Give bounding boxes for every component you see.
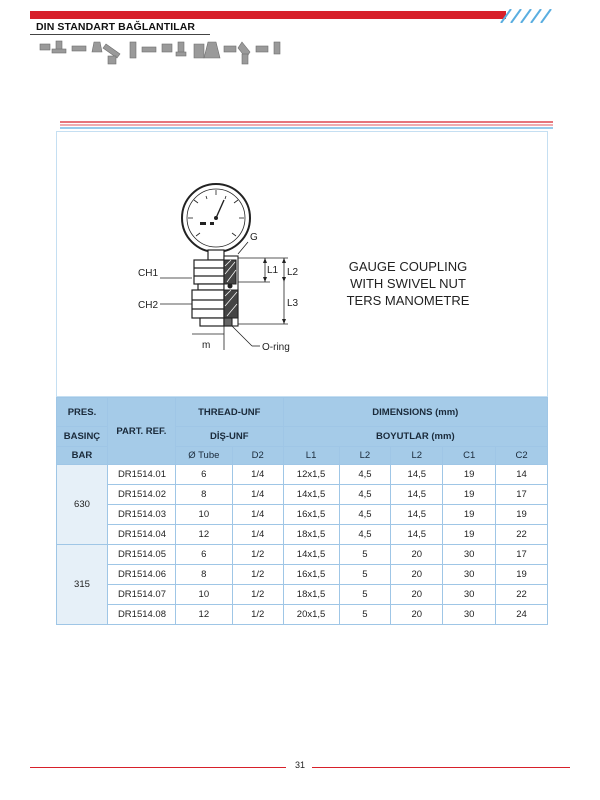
label-ch2: CH2 [138, 300, 159, 311]
pressure-cell: 315 [57, 545, 108, 625]
table-cell: 10 [175, 505, 232, 525]
table-cell: 18x1,5 [283, 525, 339, 545]
label-m: m [202, 340, 211, 351]
part-ref-cell: DR1514.06 [107, 565, 175, 585]
col-basinc: BASINÇ [57, 427, 108, 447]
table-row [57, 585, 548, 605]
table-cell: 6 [175, 545, 232, 565]
table-cell: 14 [496, 465, 548, 485]
table-cell: 1/2 [232, 585, 283, 605]
table-cell: 19 [443, 525, 496, 545]
label-l1: L1 [267, 265, 279, 276]
product-title-line: TERS MANOMETRE [346, 293, 470, 308]
table-cell: 17 [496, 485, 548, 505]
table-cell: 18x1,5 [283, 585, 339, 605]
table-cell: 12 [175, 605, 232, 625]
part-ref-cell: DR1514.07 [107, 585, 175, 605]
table-cell: 19 [496, 505, 548, 525]
table-cell: 19 [496, 565, 548, 585]
col-l2b: L2 [391, 447, 443, 465]
col-tube: Ø Tube [175, 447, 232, 465]
table-cell: 30 [443, 585, 496, 605]
panel-top-lines [60, 120, 553, 130]
table-cell: 4,5 [339, 505, 391, 525]
table-cell: 14,5 [391, 485, 443, 505]
table-cell: 5 [339, 545, 391, 565]
table-row [57, 525, 548, 545]
table-cell: 30 [443, 545, 496, 565]
table-cell: 1/4 [232, 505, 283, 525]
table-cell: 14,5 [391, 505, 443, 525]
table-cell: 1/4 [232, 465, 283, 485]
pressure-gauge-icon [182, 184, 250, 252]
table-cell: 8 [175, 565, 232, 585]
table-cell: 14,5 [391, 465, 443, 485]
label-ch1: CH1 [138, 268, 159, 279]
col-part-ref: PART. REF. [107, 398, 175, 465]
section-title-underline [30, 34, 210, 35]
table-cell: 20 [391, 585, 443, 605]
table-cell: 1/2 [232, 605, 283, 625]
table-cell: 16x1,5 [283, 505, 339, 525]
label-g: G [250, 232, 258, 243]
col-dis: DİŞ-UNF [175, 427, 283, 447]
table-cell: 12x1,5 [283, 465, 339, 485]
table-cell: 1/4 [232, 485, 283, 505]
table-cell: 8 [175, 485, 232, 505]
table-cell: 17 [496, 545, 548, 565]
table-cell: 1/2 [232, 545, 283, 565]
part-ref-cell: DR1514.01 [107, 465, 175, 485]
table-cell: 22 [496, 525, 548, 545]
footer-line-left [30, 767, 286, 768]
table-cell: 19 [443, 485, 496, 505]
table-cell: 5 [339, 585, 391, 605]
part-ref-cell: DR1514.03 [107, 505, 175, 525]
col-l1: L1 [283, 447, 339, 465]
col-boyutlar: BOYUTLAR (mm) [283, 427, 547, 447]
table-cell: 22 [496, 585, 548, 605]
col-c1: C1 [443, 447, 496, 465]
table-cell: 14x1,5 [283, 485, 339, 505]
page-number: 31 [294, 760, 305, 770]
col-bar: BAR [57, 447, 108, 465]
table-cell: 4,5 [339, 465, 391, 485]
label-l3: L3 [287, 298, 299, 309]
product-title-line: WITH SWIVEL NUT [350, 276, 466, 291]
table-cell: 5 [339, 605, 391, 625]
part-ref-cell: DR1514.08 [107, 605, 175, 625]
pressure-cell: 630 [57, 465, 108, 545]
table-cell: 24 [496, 605, 548, 625]
section-title: DIN STANDART BAĞLANTILAR [36, 21, 196, 33]
col-l2a: L2 [339, 447, 391, 465]
product-title-line: GAUGE COUPLING [348, 259, 468, 274]
col-dimensions: DIMENSIONS (mm) [283, 398, 547, 427]
table-cell: 5 [339, 565, 391, 585]
table-row [57, 465, 548, 485]
table-cell: 1/4 [232, 525, 283, 545]
table-cell: 4,5 [339, 525, 391, 545]
table-row [57, 485, 548, 505]
header-stripes [497, 9, 567, 23]
part-ref-cell: DR1514.04 [107, 525, 175, 545]
table-cell: 20x1,5 [283, 605, 339, 625]
label-o-ring: O-ring [262, 342, 290, 353]
table-row [57, 605, 548, 625]
table-cell: 14,5 [391, 525, 443, 545]
header-accent-bar [30, 11, 506, 19]
col-c2: C2 [496, 447, 548, 465]
table-cell: 1/2 [232, 565, 283, 585]
table-cell: 19 [443, 465, 496, 485]
gauge-coupling-drawing [120, 182, 330, 362]
table-cell: 19 [443, 505, 496, 525]
col-d2: D2 [232, 447, 283, 465]
table-cell: 30 [443, 605, 496, 625]
col-thread: THREAD-UNF [175, 398, 283, 427]
table-cell: 12 [175, 525, 232, 545]
table-cell: 14x1,5 [283, 545, 339, 565]
table-cell: 16x1,5 [283, 565, 339, 585]
table-cell: 20 [391, 545, 443, 565]
table-cell: 4,5 [339, 485, 391, 505]
part-ref-cell: DR1514.02 [107, 485, 175, 505]
table-row [57, 565, 548, 585]
table-cell: 20 [391, 605, 443, 625]
label-l2: L2 [287, 267, 299, 278]
table-cell: 6 [175, 465, 232, 485]
table-cell: 10 [175, 585, 232, 605]
table-row [57, 545, 548, 565]
footer-line-right [312, 767, 570, 768]
fittings-thumbnail-strip [38, 38, 284, 68]
table-cell: 20 [391, 565, 443, 585]
table-cell: 30 [443, 565, 496, 585]
part-ref-cell: DR1514.05 [107, 545, 175, 565]
col-pres: PRES. [57, 398, 108, 427]
spec-table [56, 397, 548, 625]
table-row [57, 505, 548, 525]
product-title [346, 258, 470, 309]
